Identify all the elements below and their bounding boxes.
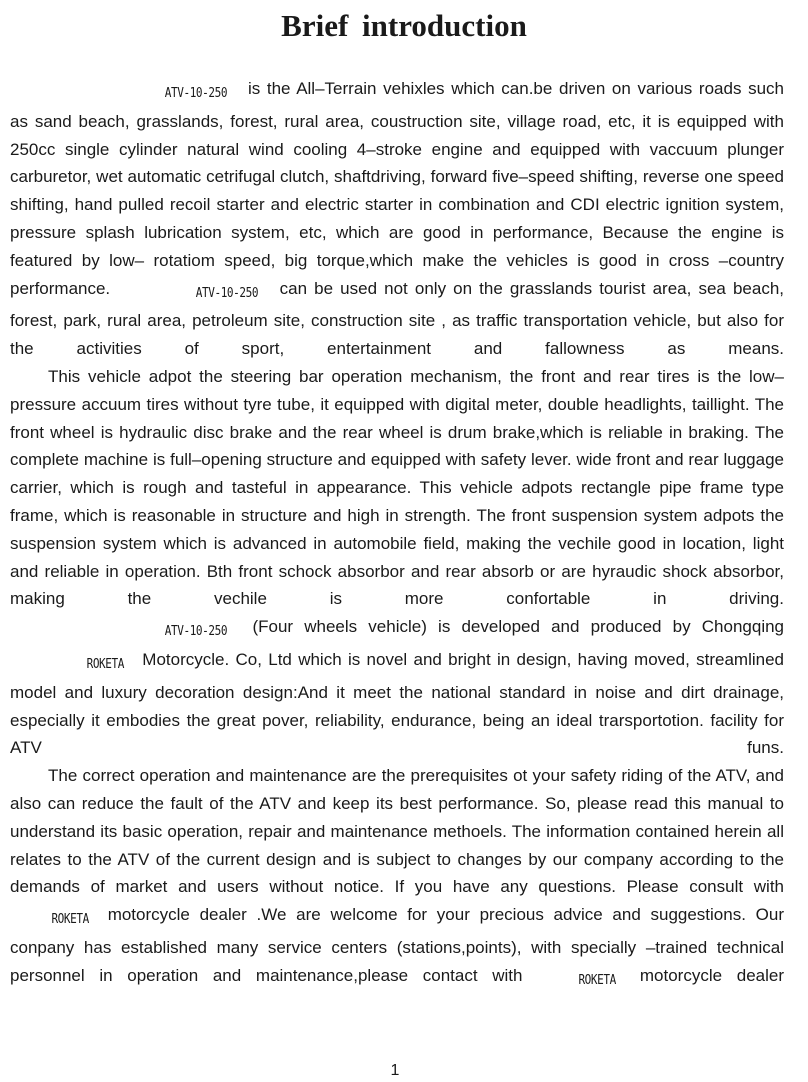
body-text [10, 75, 784, 995]
paragraph-2 [10, 363, 784, 613]
paragraph-4-text-b: motorcycle dealer .We are welcome for your precious advice and suggestions. Our conpany has established many service centers (stations,points), with specially –trained technical personnel in operation and maintenance,please contact with [10, 905, 784, 985]
paragraph-1-text-b: can be used not only on the grasslands tourist area, sea beach, forest, park, rural area, petroleum site, construction site , as traffic transportation vehicle, but also for the activities of sport, entertainment and fallowness as means. [10, 278, 784, 359]
paragraph-3-text-b: Motorcycle. Co, Ltd which is novel and bright in design, having moved, streamlined model and luxury decoration design:And it meet the national standard in noise and dirt drainage, especially it embodies the great pover, reliability, endurance, being an ideal trarsportotion. facility for ATV funs. [10, 649, 784, 758]
maker-name: ROKETA [578, 972, 617, 988]
paragraph-1-text-a: is the All–Terrain vehixles which can.be driven on various roads such as sand beach, grasslands, forest, rural area, coustruction site, village road, etc, it is equipped with 250cc single cylinder natural wind cooling 4–stroke engine and equipped with vaccuum plunger carburetor, wet automatic cetrifugal clutch, shaftdriving, forward five–speed shifting, reverse one speed shifting, hand pulled recoil starter and electric starter in combination and CDI electric ignition system, pressure splash lubrication system, etc, which are good in performance, Because the engine is featured by low– rotatiom speed, big torque,which make the vehicles is good in cross –country performance. [10, 79, 784, 298]
model-name: ATV-10-250 [164, 86, 228, 101]
page-title: Brief introduction [281, 8, 527, 43]
maker-name: ROKETA [51, 912, 89, 928]
maker-name: ROKETA [86, 656, 124, 672]
paragraph-3 [10, 613, 784, 762]
paragraph-4-text-c: motorcycle dealer [639, 965, 784, 985]
model-name: ATV-10-250 [196, 285, 259, 301]
paragraph-4 [10, 762, 784, 994]
paragraph-2-text: This vehicle adpot the steering bar operation mechanism, the front and rear tires is the low–pressure accuum tires without tyre tube, it equipped with digital meter, double headlights, taillight. The front wheel is hydraulic disc brake and the rear wheel is drum brake,which is reliable in braking. The complete machine is full–opening structure and equipped with safety lever. wide front and rear luggage carrier, which is rough and tasteful in appearance. This vehicle adpots rectangle pipe frame type frame, which is reasonable in structure and high in strength. The front suspension system adpots the suspension system which is advanced in automobile field, making the vechile good in location, light and reliable in operation. Bth front schock absorbor and rear absorb or are hyraudic shock absorbor, making the vechile is more confortable in driving. [10, 366, 784, 609]
paragraph-4-text-a: The correct operation and maintenance are the prerequisites ot your safety riding of the ATV, and also can reduce the fault of the ATV and keep its best performance. So, please read this manual to understand its basic operation, repair and maintenance methoels. The information contained herein all relates to the ATV of the current design and is subject to changes by our company according to the demands of market and users without notice. If you have any questions. Please consult with [10, 766, 784, 897]
model-name: ATV-10-250 [164, 624, 228, 640]
paragraph-3-text-a: (Four wheels vehicle) is developed and produced by Chongqing [252, 617, 785, 637]
paragraph-1 [10, 75, 784, 363]
page-number: 1 [390, 1062, 400, 1079]
